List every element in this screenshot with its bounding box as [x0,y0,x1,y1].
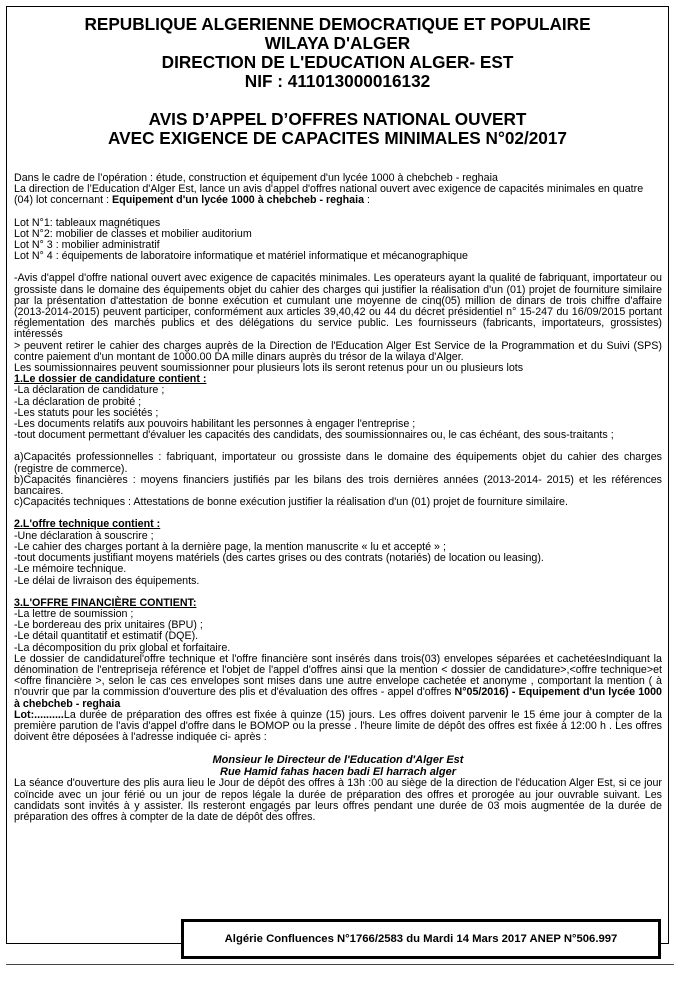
section-1-item: -Les documents relatifs aux pouvoirs habilitant les personnes à engager l'entreprise ; [14,418,416,431]
notice-title [7,110,668,148]
paragraph-deadline [14,710,662,744]
title-line-1: AVIS D’APPEL D’OFFRES NATIONAL OUVERT [148,109,527,129]
lot-3: Lot N° 3 : mobilier administratif [14,239,160,252]
section-2-heading: 2.L'offre technique contient : [14,518,161,531]
section-1-item: -La déclaration de probité ; [14,395,142,408]
paragraph-envelopes [14,654,662,710]
section-2-item: -Une déclaration à souscrire ; [14,529,154,542]
envelopes-text: Le dossier de candidaturel'offre technique et l'offre financière sont insérés dans trois(03) envelopes séparées et cachetéesIndiquant la dénomination de l'entrepriseja référence et l'objet de l'appel d'offres ainsi que la mention < dossier de candidature>,<offre technique>et <offre financière >, selon le cas ces envelopes sont mises dans une autre envelope cachetée et anonyme , comportant la mention ( à n'ouvrir que par la commission d'ouverture des plis et d'évaluation des offres - appel d'offres [14,652,662,699]
signature-address: Rue Hamid fahas hacen badi El harrach alger [220,766,456,779]
section-3-item: -La décomposition du prix global et forfaitaire. [14,641,231,654]
envelopes-reference: N°05/2016) - Equipement d'un lycée 1000 à chebcheb - reghaia [14,686,662,710]
paragraph-eligibility: -Avis d'appel d'offre national ouvert avec exigence de capacités minimales. Les operateurs ayant la qualité de fabriquant, importateur ou grossiste dans le domaine des équipements objet du cahier des charges qui justifier la réalisation d'un (01) projet de fourniture similaire par la présentation d'attestation de bonne exécution et cumulant une moyenne de cinq(05) million de dinars de trois chiffre d'affaire (2013-2014-2015) peuvent participer, conformément aux articles 39,40,42 ou 44 du décret présidentiel n° 15-247 du 16/09/2015 portant réglementation des marchés publics et des délégations du service public. Les fournisseurs (fabricants, importateurs, grossistes) intéressés [14,272,662,341]
capacity-professional: a)Capacités professionnelles : fabriquant, importateur ou grossiste dans le domaine des équipements objet du cahier des charges (registre de commerce). [14,451,662,475]
intro-line-1: Dans le cadre de l’opération : étude, construction et équipement d'un lycée 1000 à chebcheb - reghaia [14,172,498,184]
section-1-heading: 1.Le dossier de candidature contient : [14,373,207,386]
notice-frame [6,6,669,944]
issuer-header [7,15,668,91]
header-line-direction: DIRECTION DE L'EDUCATION ALGER- EST [161,52,514,72]
paragraph-withdrawal: > peuvent retirer le cahier des charges auprès de la Direction de l'Education Alger Est Service de la Programmation et du Suivi (SPS) contre paiement d'un montant de 1000.00 DA mille dinars auprès du trésor de la wilaya d'Alger. [14,339,662,363]
intro-object: Equipement d'un lycée 1000 à chebcheb - reghaia [112,194,365,207]
signature-title: Monsieur le Directeur de l'Education d'Alger Est [212,754,464,767]
paragraph-opening-session: La séance d'ouverture des plis aura lieu le Jour de dépôt des offres à 13h :00 au siège de la direction de l'éducation Alger Est, si ce jour coïncide avec un jour férié ou un jour de repos légale la durée de préparation des offres et prorogée au jour ouvrable suivant. Les candidats sont invités à y assister. Ils resteront engagés par leurs offres pendant une durée de 03 mois augmentée de la durée de préparation des offres à compter de la date de dépôt des offres. [14,777,662,823]
deadline-text: La durée de préparation des offres est fixée à quinze (15) jours. Les offres doivent parvenir le 15 éme jour à compter de la première parution de l'avis d'appel d'offre dans le BOMOP ou la presse . l'heure limite de dépôt des offres est fixée à 12:00 h . Les offres doivent être déposées à l'adresse indiquée ci- après : [14,708,662,744]
title-line-2: AVEC EXIGENCE DE CAPACITES MINIMALES N°02/2017 [108,128,567,148]
section-2-item: -Le délai de livraison des équipements. [14,574,200,587]
notice-body [14,173,662,823]
section-2-item: -Le cahier des charges portant à la dernière page, la mention manuscrite « lu et accepté » ; [14,540,446,553]
section-3-heading: 3.L'OFFRE FINANCIÈRE CONTIENT: [14,596,197,609]
publication-footer: Algérie Confluences N°1766/2583 du Mardi 14 Mars 2017 ANEP N°506.997 [181,919,661,959]
section-2-item: -tout documents justifiant moyens matériels (des cartes grises ou des contrats (notariés) de location ou leasing). [14,552,544,565]
intro-line-2 [14,184,662,206]
header-line-wilaya: WILAYA D'ALGER [264,33,411,53]
header-line-nif: NIF : 411013000016132 [244,71,431,91]
section-1-item: -tout document permettant d'évaluer les capacités des candidats, des soumissionnaires ou, le cas échéant, des sous-traitants ; [14,429,614,442]
section-1-item: -La déclaration de candidature ; [14,384,165,397]
intro-colon: : [364,194,370,207]
lot-4: Lot N° 4 : équipements de laboratoire informatique et matériel informatique et mécanographique [14,250,469,263]
section-3-item: -Le détail quantitatif et estimatif (DQE). [14,630,199,643]
section-1-item: -Les statuts pour les sociétés ; [14,406,159,419]
capacity-technical: c)Capacités techniques : Attestations de bonne exécution justifier la réalisation d'un (01) projet de fourniture similaire. [14,496,568,509]
bottom-divider [6,964,674,965]
section-3-item: -Le bordereau des prix unitaires (BPU) ; [14,619,203,632]
section-3-item: -La lettre de soumission ; [14,607,134,620]
section-2-item: -Le mémoire technique. [14,563,127,576]
paragraph-lots: Les soumissionnaires peuvent soumissionner pour plusieurs lots ils seront retenus pour un ou plusieurs lots [14,362,524,375]
lot-2: Lot N°2: mobilier de classes et mobilier auditorium [14,227,252,240]
lot-label: Lot:.......... [14,708,64,721]
intro-text: La direction de l’Education d'Alger Est, lance un avis d'appel d'offres national ouvert avec exigence de capacités minimales en quatre (04) lot concernant : [14,183,644,207]
header-line-republic: REPUBLIQUE ALGERIENNE DEMOCRATIQUE ET POPULAIRE [84,14,591,34]
capacity-financial: b)Capacités financières : moyens financiers justifiés par les bilans des trois dernières années (2013-2014- 2015) et les références bancaires. [14,473,662,498]
lot-1: Lot N°1: tableaux magnétiques [14,216,161,229]
